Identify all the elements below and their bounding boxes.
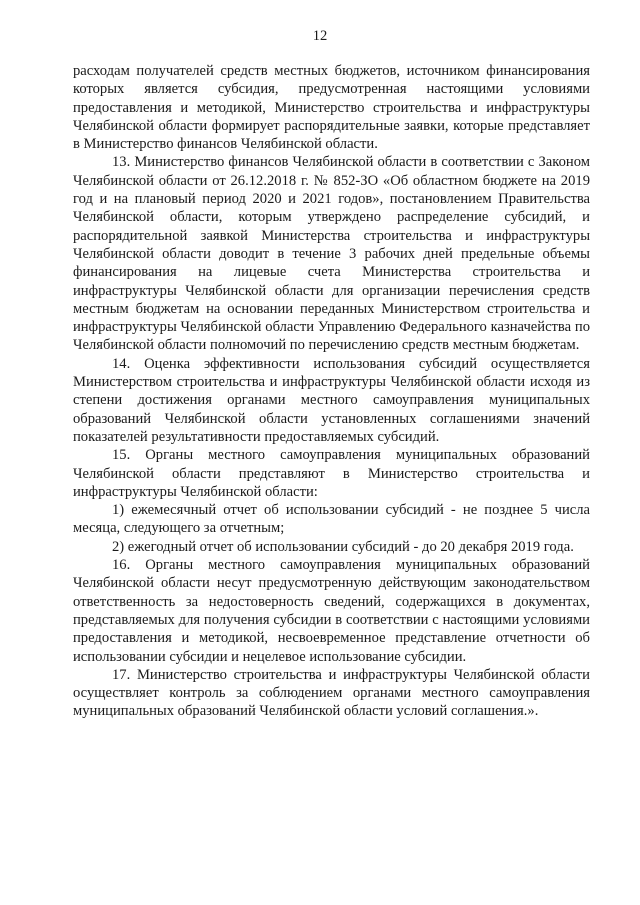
page-number: 12 [312, 28, 328, 44]
paragraph-16: 16. Органы местного самоуправления муниципальных образований Челябинской области несут предусмотренную действующим законодательством ответственность за недостоверность сведений, содержащихся в документах, представляемых для получения субсидии в соответствии с настоящими условиями предоставления и методикой, несвоевременное представление отчетности об использовании субсидии и нецелевое использование субсидии. [73, 557, 590, 665]
paragraph-continuation: расходам получателей средств местных бюджетов, источником финансирования которых является субсидия, предусмотренная настоящими условиями предоставления и методикой, Министерство строительства и инфраструктуры Челябинской области формирует распорядительные заявки, которые представляет в Министерство финансов Челябинской области. [73, 63, 590, 153]
paragraph-15-item-2: 2) ежегодный отчет об использовании субсидий - до 20 декабря 2019 года. [112, 538, 574, 555]
paragraph-17: 17. Министерство строительства и инфраструктуры Челябинской области осуществляет контроль за соблюдением органами местного самоуправления муниципальных образований Челябинской области условий соглашения.». [73, 666, 590, 720]
paragraph-13: 13. Министерство финансов Челябинской области в соответствии с Законом Челябинской области от 26.12.2018 г. № 852-ЗО «Об областном бюджете на 2019 год и на плановый период 2020 и 2021 годов», постановлением Правительства Челябинской области, которым утверждено распределение субсидий, и распорядительной заявкой Министерства строительства и инфраструктуры Челябинской области доводит в течение 3 рабочих дней предельные объемы финансирования на лицевые счета Министерства строительства и инфраструктуры Челябинской области для организации перечисления средств местным бюджетам на основании переданных Министерством строительства и инфраструктуры Челябинской области Управлению Федерального казначейства по Челябинской области полномочий по перечислению средств местным бюджетам. [73, 154, 590, 354]
paragraph-14: 14. Оценка эффективности использования субсидий осуществляется Министерством строительства и инфраструктуры Челябинской области исходя из степени достижения органами местного самоуправления муниципальных образований Челябинской области установленных соглашениями значений показателей результативности предоставляемых субсидий. [73, 355, 590, 445]
paragraph-15: 15. Органы местного самоуправления муниципальных образований Челябинской области представляют в Министерство строительства и инфраструктуры Челябинской области: [73, 447, 590, 500]
document-body [73, 62, 590, 721]
paragraph-15-item-1: 1) ежемесячный отчет об использовании субсидий - не позднее 5 числа месяца, следующего за отчетным; [73, 502, 590, 537]
